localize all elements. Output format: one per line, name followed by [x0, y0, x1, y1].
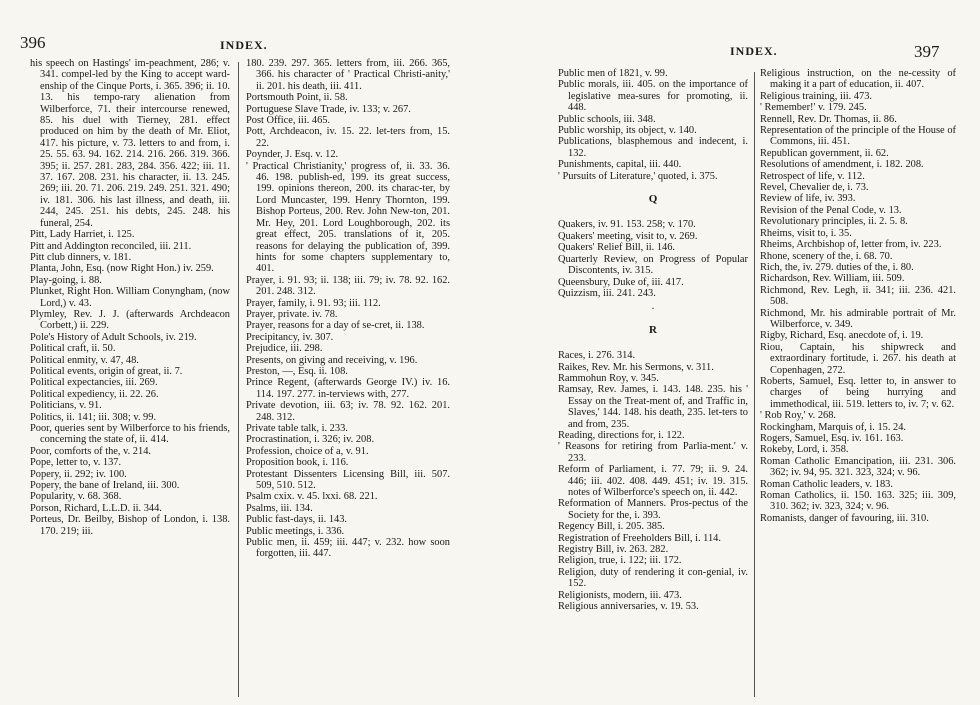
index-entry: Publications, blasphemous and indecent, i. 132. [558, 136, 748, 159]
index-entry: Preston, —, Esq. ii. 108. [246, 365, 348, 377]
index-entry: Rockingham, Marquis of, i. 15. 24. [760, 421, 907, 433]
index-entry: Religious anniversaries, v. 19. 53. [558, 601, 699, 613]
index-entry: Races, i. 276. 314. [558, 350, 636, 362]
index-entry: 180. 239. 297. 365. letters from, iii. 266. 365, 366. his character of ' Practical Christi-anity,' ii. 201. his death, iii. 411. [246, 58, 450, 92]
index-entry: Religionists, modern, iii. 473. [558, 589, 682, 601]
index-entry: Pitt and Addington reconciled, iii. 211. [30, 240, 192, 252]
index-entry: Punishments, capital, iii. 440. [558, 159, 682, 171]
index-entry: Popery, ii. 292; iv. 100. [30, 468, 127, 480]
index-entry: Play-going, i. 88. [30, 274, 102, 286]
index-entry: Resolutions of amendment, i. 182. 208. [760, 159, 924, 171]
index-entry: Prince Regent, (afterwards George IV.) iv. 16. 114. 197. 277. in-terviews with, 277. [246, 377, 450, 400]
index-entry: Plymley, Rev. J. J. (afterwards Archdeacon Corbett,) ii. 229. [30, 308, 230, 332]
index-entry: Procrastination, i. 326; iv. 208. [246, 434, 375, 446]
index-entry: Rammohun Roy, v. 345. [558, 372, 659, 384]
index-entry: Richmond, Mr. his admirable portrait of Mr. Wilberforce, v. 349. [760, 307, 956, 330]
index-entry: Rennell, Rev. Dr. Thomas, ii. 86. [760, 113, 897, 125]
index-entry: Public meetings, i. 336. [246, 525, 345, 537]
index-entry: Ramsay, Rev. James, i. 143. 148. 235. his ' Essay on the Treat-ment of, and Traffic in, Slaves,' 144. 148. his death, 235. let-ters to and from, 235. [558, 384, 748, 430]
index-entry: Quakers, iv. 91. 153. 258; v. 170. [558, 219, 696, 231]
index-entry: Quizzism, iii. 241. 243. [558, 287, 656, 299]
index-entry: Roberts, Samuel, Esq. letter to, in answer to charges of being hurrying and immethodical, iii. 519. letters to, iv. 7; v. 62. [760, 375, 956, 410]
index-entry: Proposition book, i. 116. [246, 457, 349, 469]
index-entry: Rheims, visit to, i. 35. [760, 227, 852, 239]
index-entry: Pope, letter to, v. 137. [30, 457, 122, 469]
index-entry: Public men of 1821, v. 99. [558, 68, 668, 79]
index-entry: Rogers, Samuel, Esq. iv. 161. 163. [760, 433, 904, 444]
index-entry: Rhone, scenery of the, i. 68. 70. [760, 250, 893, 262]
index-entry: Porson, Richard, L.L.D. ii. 344. [30, 502, 162, 514]
index-entry: Political events, origin of great, ii. 7. [30, 365, 183, 377]
index-entry: Psalm cxix. v. 45. lxxi. 68. 221. [246, 491, 378, 503]
index-entry: Retrospect of life, v. 112. [760, 170, 865, 182]
column-divider [238, 62, 239, 697]
index-column-right-2 [760, 68, 956, 699]
index-entry: Prejudice, iii. 298. [246, 343, 323, 355]
running-header: INDEX. [220, 38, 268, 52]
index-entry: Romanists, danger of favouring, iii. 310. [760, 512, 929, 524]
index-entry: Political enmity, v. 47, 48. [30, 354, 139, 366]
section-letter-q: Q [648, 193, 658, 206]
index-entry: Pitt, Lady Harriet, i. 125. [30, 229, 135, 241]
index-entry: Representation of the principle of the House of Commons, iii. 451. [760, 125, 956, 148]
index-entry: ' Rob Roy,' v. 268. [760, 410, 837, 422]
index-entry: Reformation of Manners. Pros-pectus of the Society for the, i. 393. [558, 498, 748, 521]
index-entry: Profession, choice of a, v. 91. [246, 445, 369, 457]
section-letter-r: R [649, 323, 657, 336]
index-entry: Public fast-days, ii. 143. [246, 514, 348, 526]
index-entry: Religious training, iii. 473. [760, 90, 872, 102]
index-entry: Registration of Freeholders Bill, i. 114. [558, 532, 721, 544]
index-entry: Public worship, its object, v. 140. [558, 125, 697, 137]
index-entry: Rheims, Archbishop of, letter from, iv. 223. [760, 239, 942, 251]
index-entry: Pitt club dinners, v. 181. [30, 251, 132, 263]
index-entry: Quakers' Relief Bill, ii. 146. [558, 242, 676, 254]
index-entry: Public schools, iii. 348. [558, 113, 656, 125]
index-column-left-2 [246, 58, 450, 699]
index-entry: Religious instruction, on the ne-cessity of making it a part of education, ii. 407. [760, 68, 956, 91]
index-entry: Prayer, reasons for a day of se-cret, ii. 138. [246, 320, 425, 332]
index-entry: Precipitancy, iv. 307. [246, 331, 334, 343]
column-divider [754, 72, 755, 697]
index-entry: Private table talk, i. 233. [246, 423, 348, 434]
index-entry: Public morals, iii. 405. on the importance of legislative mea-sures for promoting, ii. 448. [558, 79, 748, 114]
index-entry: Reform of Parliament, i. 77. 79; ii. 9. 24. 446; iii. 402. 408. 449. 451; iv. 19. 315. notes of Wilberforce's speech on, ii. 442. [558, 464, 748, 498]
index-entry: ' Pursuits of Literature,' quoted, i. 375. [558, 170, 718, 182]
index-entry: Roman Catholic Emancipation, iii. 231. 306. 362; iv. 94, 95. 321. 323, 324; v. 96. [760, 455, 956, 479]
index-entry: Poynder, J. Esq. v. 12. [246, 149, 339, 161]
index-entry: Poor, queries sent by Wilberforce to his friends, concerning the state of, ii. 414. [30, 423, 230, 446]
index-entry: Prayer, i. 91. 93; ii. 138; iii. 79; iv. 78. 92. 162. 201. 248. 312. [246, 274, 450, 298]
index-entry: ' Reasons for retiring from Parlia-ment.' v. 233. [558, 441, 748, 464]
index-entry: Registry Bill, iv. 263. 282. [558, 544, 669, 556]
index-column-left-1 [30, 58, 230, 699]
index-entry: Review of life, iv. 393. [760, 193, 856, 205]
index-entry: Political craft, ii. 50. [30, 343, 116, 355]
index-entry: Portsmouth Point, ii. 58. [246, 92, 348, 104]
index-entry: Pott, Archdeacon, iv. 15. 22. let-ters from, 15. 22. [246, 126, 450, 149]
index-entry: Political expediency, ii. 22. 26. [30, 388, 159, 400]
index-entry: Presents, on giving and receiving, v. 196. [246, 354, 418, 366]
index-entry: Revolutionary principles, ii. 2. 5. 8. [760, 216, 908, 228]
index-entry: ' Practical Christianity,' progress of, ii. 33. 36. 46. 198. publish-ed, 199. its great success, 199. opinions thereon, 200. its charac-ter, by Lord Muncaster, 199. Henry Thornton, 199. Bishop Porteus, 200. Rev. John New-ton, 201. Mr. Hey, 201. Lord Loughborough, 202. its great effect, 205. translations of it, 205. reasons for delaying the publication of, 399. hints for some chapters supplementary to, 401. [246, 160, 450, 275]
index-entry: Revel, Chevalier de, i. 73. [760, 182, 869, 194]
index-entry: Private devotion, iii. 63; iv. 78. 92. 162. 201. 248. 312. [246, 400, 450, 423]
index-entry: Prayer, family, i. 91. 93; iii. 112. [246, 297, 381, 309]
running-header: INDEX. [730, 44, 778, 58]
index-entry: Regency Bill, i. 205. 385. [558, 521, 665, 533]
index-entry: Politicians, v. 91. [30, 400, 102, 412]
index-entry: Richmond, Rev. Legh, ii. 341; iii. 236. 421. 508. [760, 284, 956, 308]
index-entry: Queensbury, Duke of, iii. 417. [558, 276, 684, 288]
index-entry: his speech on Hastings' im-peachment, 286; v. 341. compel-led by the King to accept ward-enship of the Cinque Ports, i. 365. 396; ii. 10. 13. his tempo-rary alienation from Wilberforce, 71. their intercourse renewed, 85. his duel with Tierney, 281. effect produced on him by the death of Mr. Eliot, 417. his picture, v. 73. letters to and from, i. 25. 55. 63. 94. 162. 214. 216. 266. 319. 366. 395; ii. 257. 281. 283, 284. 356. 422; iii. 11. 37. 167. 208. 231. his character, ii. 13. 245. 269; iii. 20. 71. 206. 219. 249. 251. 321. 490; iv. 181. 306. his last illness, and death, iii. 244, 245. 251. his debts, 245. 248. his funeral, 254. [30, 58, 230, 229]
index-entry: Roman Catholics, ii. 150. 163. 325; iii. 309, 310. 362; iv. 323, 324; v. 96. [760, 490, 956, 513]
right-page [490, 0, 980, 705]
index-entry: Poor, comforts of the, v. 214. [30, 445, 151, 457]
index-entry: Rich, the, iv. 279. duties of the, i. 80. [760, 261, 914, 273]
index-entry: Raikes, Rev. Mr. his Sermons, v. 311. [558, 361, 714, 373]
index-entry: Rokeby, Lord, i. 358. [760, 444, 849, 456]
index-entry: Republican government, ii. 62. [760, 147, 889, 159]
index-entry: Quarterly Review, on Progress of Popular Discontents, iv. 315. [558, 253, 748, 277]
index-entry: Protestant Dissenters Licensing Bill, iii. 507. 509, 510. 512. [246, 468, 450, 492]
index-entry: Richardson, Rev. William, iii. 509. [760, 273, 905, 285]
index-entry: Political expectancies, iii. 269. [30, 377, 158, 389]
index-entry: Post Office, iii. 465. [246, 115, 331, 127]
index-entry: ' Remember!' v. 179. 245. [760, 102, 867, 114]
index-entry: Portuguese Slave Trade, iv. 133; v. 267. [246, 103, 411, 115]
index-column-right-1 [558, 68, 748, 699]
index-entry: Riou, Captain, his shipwreck and extraordinary fortitude, i. 267. his death at Copenhagen, 272. [760, 341, 956, 376]
index-entry: Psalms, iii. 134. [246, 502, 313, 514]
index-entry: Plunket, Right Hon. William Conyngham, (now Lord,) v. 43. [30, 286, 230, 309]
page-number: 396 [20, 33, 46, 52]
index-entry: Popularity, v. 68. 368. [30, 491, 122, 503]
index-entry: Reading, directions for, i. 122. [558, 429, 685, 441]
index-entry: Popery, the bane of Ireland, iii. 300. [30, 480, 180, 492]
index-entry: Quakers' meeting, visit to, v. 269. [558, 230, 698, 242]
index-entry: Roman Catholic leaders, v. 183. [760, 478, 893, 490]
separator-dot: . [651, 301, 655, 313]
index-entry: Public men, ii. 459; iii. 447; v. 232. how soon forgotten, iii. 447. [246, 537, 450, 560]
index-entry: Pole's History of Adult Schools, iv. 219. [30, 331, 197, 343]
page-number: 397 [914, 42, 940, 61]
index-entry: Religion, true, i. 122; iii. 172. [558, 555, 682, 567]
index-entry: Planta, John, Esq. (now Right Hon.) iv. 259. [30, 263, 214, 275]
index-entry: Rigby, Richard, Esq. anecdote of, i. 19. [760, 330, 924, 342]
index-entry: Porteus, Dr. Beilby, Bishop of London, i. 138. 170. 219; iii. [30, 514, 230, 537]
index-entry: Religion, duty of rendering it con-genial, iv. 152. [558, 566, 748, 590]
index-entry: Politics, ii. 141; iii. 308; v. 99. [30, 411, 157, 423]
index-entry: Revision of the Penal Code, v. 13. [760, 204, 902, 216]
index-entry: Prayer, private. iv. 78. [246, 308, 338, 320]
